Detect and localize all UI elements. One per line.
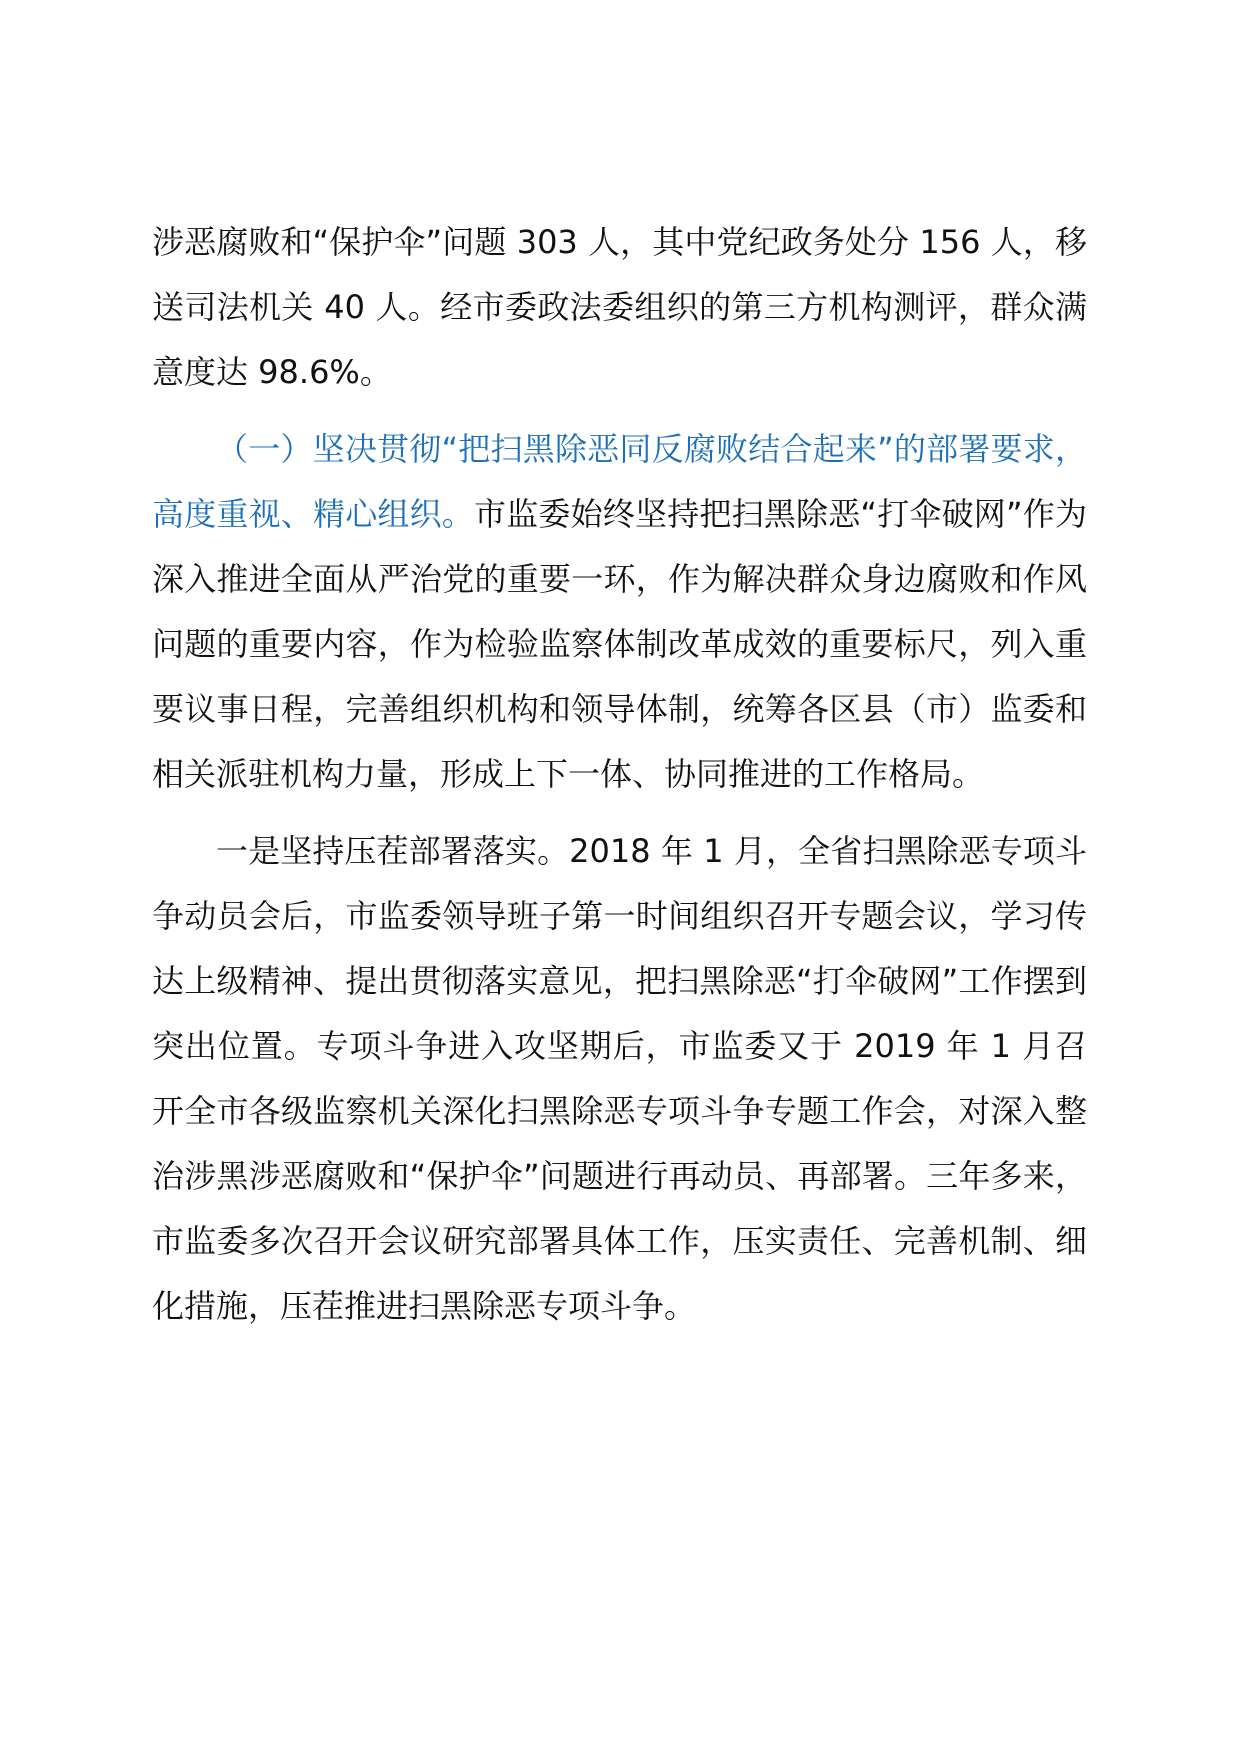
paragraph-section-one <box>152 417 1087 807</box>
paragraph-text: 涉恶腐败和“保护伞”问题 303 人，其中党纪政务处分 156 人，移送司法机关 40 人。经市委政法委组织的第三方机构测评，群众满意度达 98.6%。 <box>152 223 1087 391</box>
document-body <box>152 210 1087 1339</box>
paragraph-deployment <box>152 819 1087 1339</box>
paragraph-spacer <box>152 807 1087 819</box>
section-heading: （一）坚决贯彻“把扫黑除恶同反腐败结合起来”的部署要求，高度重视、精心组织。 <box>152 430 1087 533</box>
paragraph-text: 市监委始终坚持把扫黑除恶“打伞破网”作为深入推进全面从严治党的重要一环，作为解决群众身边腐败和作风问题的重要内容，作为检验监察体制改革成效的重要标尺，列入重要议事日程，完善组织机构和领导体制，统筹各区县（市）监委和相关派驻机构力量，形成上下一体、协同推进的工作格局。 <box>152 495 1087 793</box>
paragraph-summary <box>152 210 1087 405</box>
paragraph-spacer <box>152 405 1087 417</box>
paragraph-text: 一是坚持压茬部署落实。2018 年 1 月，全省扫黑除恶专项斗争动员会后，市监委领导班子第一时间组织召开专题会议，学习传达上级精神、提出贯彻落实意见，把扫黑除恶“打伞破网”工作摆到突出位置。专项斗争进入攻坚期后，市监委又于 2019 年 1 月召开全市各级监察机关深化扫黑除恶专项斗争专题工作会，对深入整治涉黑涉恶腐败和“保护伞”问题进行再动员、再部署。三年多来，市监委多次召开会议研究部署具体工作，压实责任、完善机制、细化措施，压茬推进扫黑除恶专项斗争。 <box>152 832 1087 1325</box>
